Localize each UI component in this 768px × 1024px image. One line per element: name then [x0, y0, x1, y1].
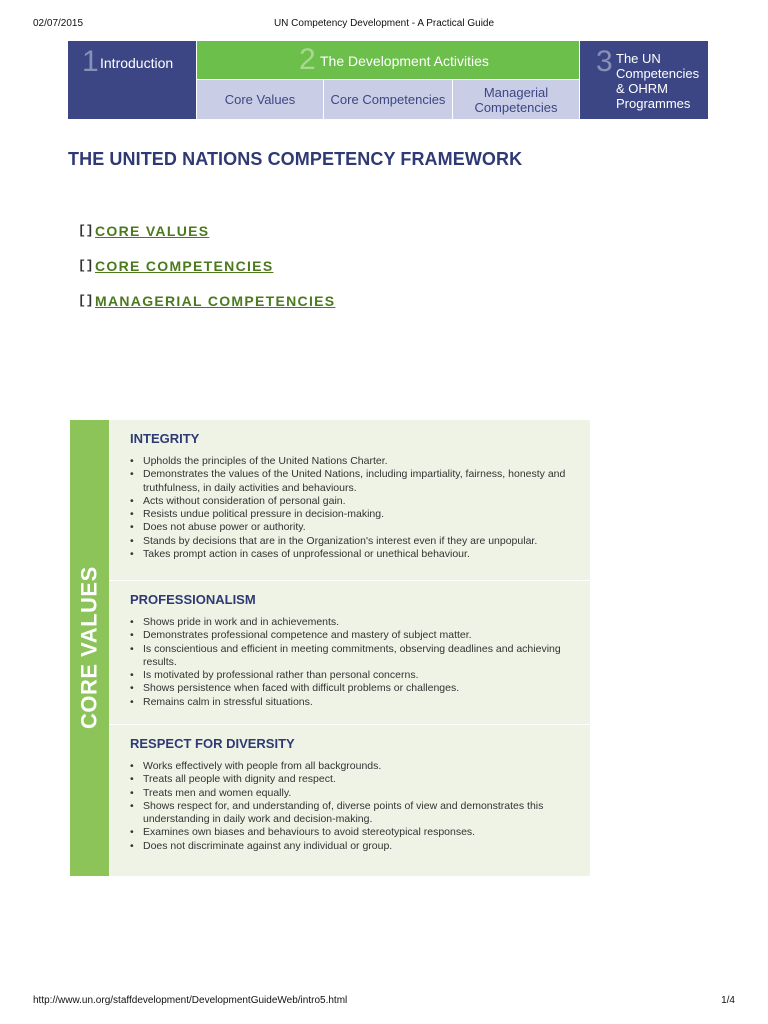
core-values-side-label: CORE VALUES: [76, 566, 102, 730]
core-values-panel: [70, 420, 590, 876]
nav-number: 2: [299, 43, 316, 76]
nav-un-competencies[interactable]: [580, 41, 708, 119]
nav-label: Introduction: [100, 55, 174, 71]
nav-managerial-competencies[interactable]: Managerial Competencies: [453, 80, 579, 119]
list-item: • Does not discriminate against any individual or group.: [129, 840, 581, 853]
list-item: • Works effectively with people from all backgrounds.: [129, 760, 581, 773]
framework-links: [78, 213, 335, 318]
list-item: • Demonstrates the values of the United Nations, including impartiality, fairness, honesty and truthfulness, in daily activities and behaviours.: [129, 468, 581, 495]
list-item: • Does not abuse power or authority.: [129, 521, 581, 534]
section-heading: PROFESSIONALISM: [130, 592, 256, 607]
bullet-list: [129, 616, 581, 709]
list-item: • Demonstrates professional competence and mastery of subject matter.: [129, 629, 581, 642]
list-item: • Remains calm in stressful situations.: [129, 696, 581, 709]
list-item: • Treats men and women equally.: [129, 787, 581, 800]
list-item: [78, 283, 335, 318]
nav-core-values[interactable]: Core Values: [197, 80, 323, 119]
link-managerial-competencies[interactable]: MANAGERIAL COMPETENCIES: [95, 292, 336, 309]
nav-label: The UN Competencies & OHRM Programmes: [616, 51, 700, 111]
bullet-list: [129, 760, 581, 853]
core-values-side-bar: [70, 420, 109, 876]
respect-for-diversity-section: [109, 724, 590, 877]
bullet-list: [129, 455, 581, 561]
page-title: THE UNITED NATIONS COMPETENCY FRAMEWORK: [68, 149, 523, 169]
list-item: • Acts without consideration of personal gain.: [129, 495, 581, 508]
link-bullet: []: [78, 293, 94, 308]
link-bullet: []: [78, 258, 94, 273]
link-core-values[interactable]: CORE VALUES: [95, 222, 210, 239]
list-item: • Stands by decisions that are in the Organization's interest even if they are unpopular.: [129, 535, 581, 548]
list-item: • Upholds the principles of the United Nations Charter.: [129, 455, 581, 468]
list-item: • Resists undue political pressure in decision-making.: [129, 508, 581, 521]
print-title: UN Competency Development - A Practical Guide: [273, 18, 495, 29]
nav-core-competencies[interactable]: Core Competencies: [324, 80, 452, 119]
link-bullet: []: [78, 223, 94, 238]
nav-introduction[interactable]: [68, 41, 196, 119]
link-core-competencies[interactable]: CORE COMPETENCIES: [95, 257, 274, 274]
list-item: • Shows pride in work and in achievements.: [129, 616, 581, 629]
section-heading: INTEGRITY: [130, 431, 200, 446]
nav-number: 1: [82, 45, 99, 78]
list-item: • Is motivated by professional rather than personal concerns.: [129, 669, 581, 682]
nav-label: The Development Activities: [320, 53, 489, 69]
integrity-section: [109, 420, 590, 580]
list-item: • Shows persistence when faced with difficult problems or challenges.: [129, 682, 581, 695]
nav-development-activities[interactable]: [197, 41, 579, 79]
section-heading: RESPECT FOR DIVERSITY: [130, 736, 295, 751]
print-url: http://www.un.org/staffdevelopment/DevelopmentGuideWeb/intro5.html: [33, 995, 348, 1006]
print-date: 02/07/2015: [33, 18, 84, 29]
list-item: • Is conscientious and efficient in meeting commitments, observing deadlines and achieving results.: [129, 643, 581, 670]
list-item: • Treats all people with dignity and respect.: [129, 773, 581, 786]
section-nav: [68, 41, 708, 119]
list-item: • Takes prompt action in cases of unprofessional or unethical behaviour.: [129, 548, 581, 561]
list-item: • Shows respect for, and understanding of, diverse points of view and demonstrates this understanding in daily work and decision-making.: [129, 800, 581, 827]
professionalism-section: [109, 580, 590, 725]
page-number: 1/4: [721, 995, 735, 1006]
list-item: [78, 248, 335, 283]
list-item: • Examines own biases and behaviours to avoid stereotypical responses.: [129, 826, 581, 839]
nav-number: 3: [596, 45, 613, 78]
list-item: [78, 213, 335, 248]
